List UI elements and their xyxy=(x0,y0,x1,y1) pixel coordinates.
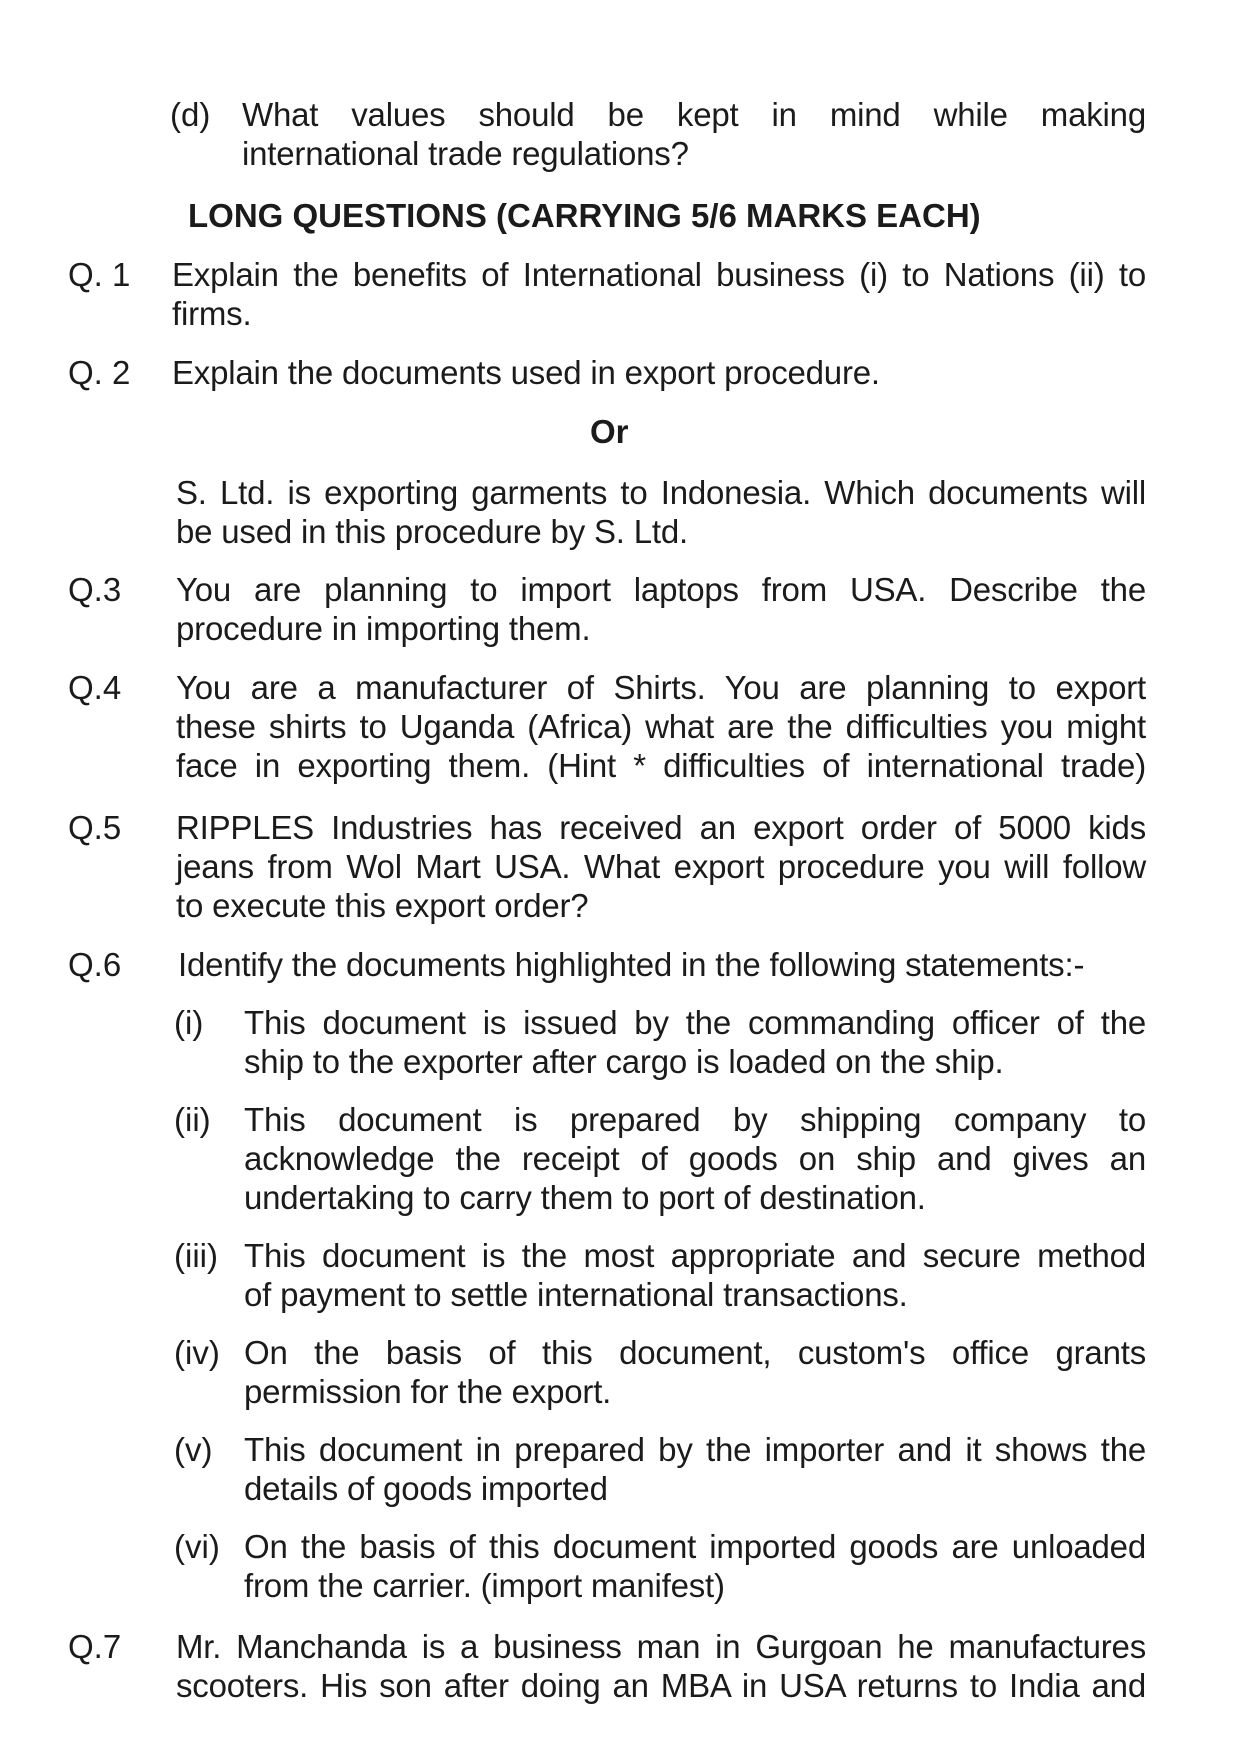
q4-number: Q.4 xyxy=(68,669,122,706)
q4-line-2: these shirts to Uganda (Africa) what are the difficulties you might xyxy=(176,708,1146,745)
q3-line-2: procedure in importing them. xyxy=(176,610,591,647)
q6-line-1: Identify the documents highlighted in the following statements:- xyxy=(178,946,1085,983)
q1-number: Q. 1 xyxy=(68,256,131,293)
q2-alt-line-1: S. Ltd. is exporting garments to Indonesia. Which documents will xyxy=(176,474,1146,511)
q4-line-3: face in exporting them. (Hint * difficulties of international trade) xyxy=(176,747,1146,784)
q6-part-line: This document is the most appropriate and secure method xyxy=(244,1237,1146,1274)
q2-line-1: Explain the documents used in export procedure. xyxy=(172,354,880,391)
q6-part-label: (vi) xyxy=(174,1528,220,1565)
q7-line-1: Mr. Manchanda is a business man in Gurgoan he manufactures xyxy=(176,1628,1146,1665)
q1-line-2: firms. xyxy=(172,295,252,332)
q5-line-2: jeans from Wol Mart USA. What export procedure you will follow xyxy=(176,848,1146,885)
q4-line-1: You are a manufacturer of Shirts. You are planning to export xyxy=(176,669,1146,706)
q6-part-line: This document is issued by the commanding officer of the xyxy=(244,1004,1146,1041)
q3-number: Q.3 xyxy=(68,571,122,608)
intro-label: (d) xyxy=(170,96,211,133)
q6-part-label: (iii) xyxy=(174,1237,218,1274)
q6-part-line: from the carrier. (import manifest) xyxy=(244,1567,725,1604)
q7-line-2: scooters. His son after doing an MBA in USA returns to India and xyxy=(176,1667,1146,1704)
q2-alt-line-2: be used in this procedure by S. Ltd. xyxy=(176,513,688,550)
q6-part-label: (v) xyxy=(174,1431,213,1468)
q6-part-line: On the basis of this document imported goods are unloaded xyxy=(244,1528,1146,1565)
q1-line-1: Explain the benefits of International business (i) to Nations (ii) to xyxy=(172,256,1146,293)
q5-number: Q.5 xyxy=(68,809,122,846)
q6-number: Q.6 xyxy=(68,946,122,983)
q6-part-line: details of goods imported xyxy=(244,1470,608,1507)
q2-number: Q. 2 xyxy=(68,354,131,391)
q5-line-3: to execute this export order? xyxy=(176,887,589,924)
q6-part-line: On the basis of this document, custom's office grants xyxy=(244,1334,1146,1371)
q6-part-label: (ii) xyxy=(174,1101,211,1138)
q6-part-line: This document in prepared by the importer and it shows the xyxy=(244,1431,1146,1468)
q6-part-line: acknowledge the receipt of goods on ship and gives an xyxy=(244,1140,1146,1177)
q6-part-line: permission for the export. xyxy=(244,1373,612,1410)
q7-number: Q.7 xyxy=(68,1628,122,1665)
q6-part-line: of payment to settle international transactions. xyxy=(244,1276,908,1313)
q3-line-1: You are planning to import laptops from USA. Describe the xyxy=(176,571,1146,608)
intro-line-2: international trade regulations? xyxy=(242,135,689,172)
intro-line-1: What values should be kept in mind while making xyxy=(242,96,1146,133)
section-heading: LONG QUESTIONS (CARRYING 5/6 MARKS EACH) xyxy=(188,197,981,234)
q6-part-line: undertaking to carry them to port of destination. xyxy=(244,1179,926,1216)
q6-part-line: This document is prepared by shipping company to xyxy=(244,1101,1146,1138)
q6-part-label: (i) xyxy=(174,1004,204,1041)
q6-part-line: ship to the exporter after cargo is loaded on the ship. xyxy=(244,1043,1004,1080)
q5-line-1: RIPPLES Industries has received an export order of 5000 kids xyxy=(176,809,1146,846)
q6-part-label: (iv) xyxy=(174,1334,220,1371)
q2-or: Or xyxy=(590,413,629,450)
